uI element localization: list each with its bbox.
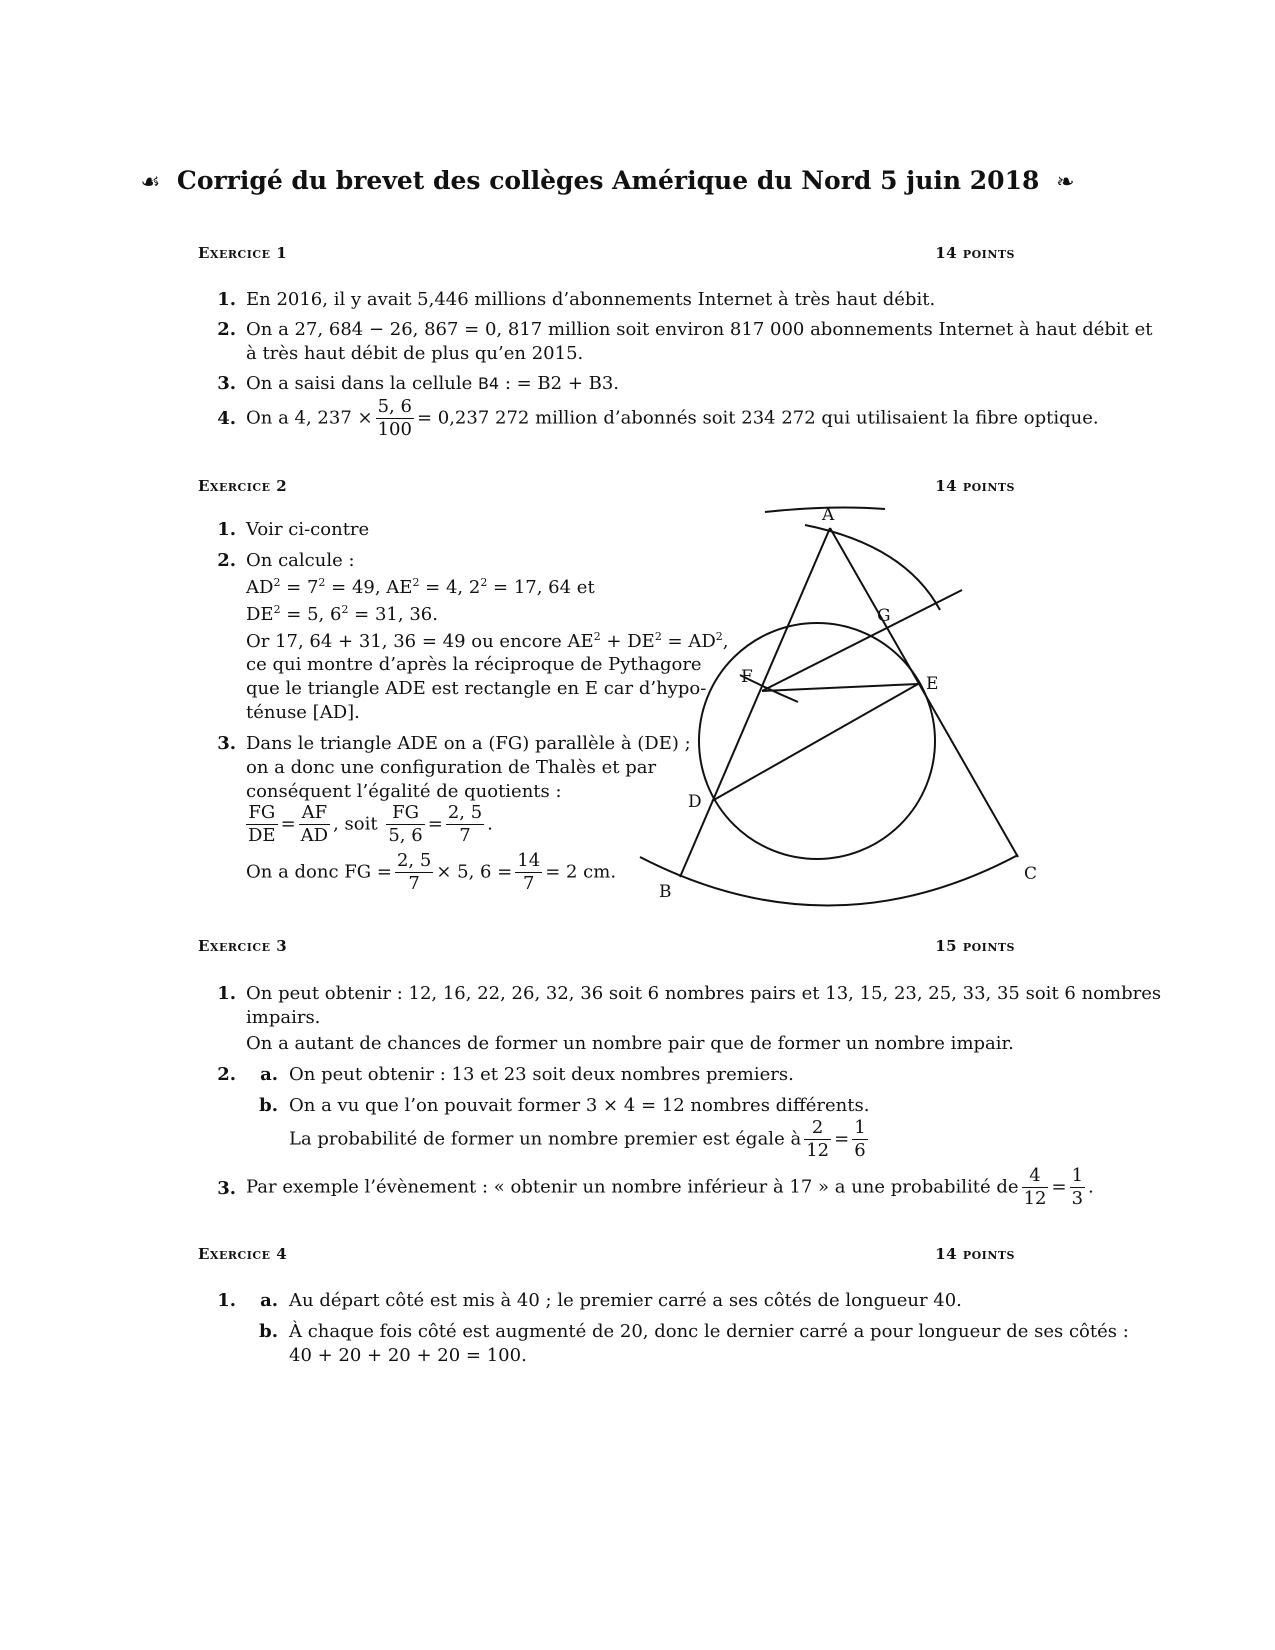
item-text-cont: impairs. — [246, 1007, 321, 1028]
thales-ratios — [243, 802, 493, 847]
item-number: 1. — [217, 1290, 236, 1311]
ex3-heading: Exercice 3 — [198, 937, 288, 955]
item-number: 2. — [217, 550, 236, 571]
equals: = — [1051, 1176, 1067, 1198]
text-part: = 5, 6 — [280, 604, 342, 625]
text-part: = 17, 64 et — [487, 577, 595, 598]
fraction — [852, 1117, 867, 1162]
item-text: À chaque fois côté est augmenté de 20, donc le dernier carré a pour longueur de ses côtés : — [289, 1321, 1129, 1342]
item-number: 1. — [217, 983, 236, 1004]
numerator: AF — [299, 802, 330, 825]
exponent: 2 — [341, 603, 349, 616]
segment-ac — [830, 528, 1018, 857]
item-text-cont: ce qui montre d’après la réciproque de Pythagore — [246, 654, 702, 675]
text-part: AD — [246, 577, 274, 598]
text-part: , soit — [333, 813, 378, 835]
fg-result — [246, 850, 616, 895]
exponent: 2 — [480, 576, 488, 589]
item-text: On a 27, 684 − 26, 867 = 0, 817 million soit environ 817 000 abonnements Internet à haut débit et — [246, 319, 1153, 340]
fraction — [1022, 1165, 1049, 1210]
numerator: FG — [386, 802, 424, 825]
text-part: DE — [246, 604, 274, 625]
denominator: 7 — [459, 825, 471, 846]
geometry-figure — [630, 495, 1050, 915]
sub-label: a. — [260, 1290, 278, 1311]
exponent: 2 — [654, 630, 662, 643]
segment-de — [712, 684, 918, 801]
text-part: = 7 — [280, 577, 319, 598]
denominator: AD — [300, 825, 329, 846]
item-text — [246, 1165, 1094, 1210]
sub-label: b. — [259, 1095, 278, 1116]
exponent: 2 — [412, 576, 420, 589]
item-text: Au départ côté est mis à 40 ; le premier carré a ses côtés de longueur 40. — [289, 1290, 962, 1311]
numerator: 5, 6 — [377, 396, 412, 417]
text-part: × 5, 6 = — [436, 861, 513, 883]
ornament-right-icon: ❧ — [1056, 170, 1075, 195]
item-text-cont: On a autant de chances de former un nombre pair que de former un nombre impair. — [246, 1033, 1014, 1054]
numerator: FG — [246, 802, 278, 825]
numerator: 2 — [804, 1117, 831, 1140]
item-text: Voir ci-contre — [246, 519, 370, 540]
item-text-cont: que le triangle ADE est rectangle en E car d’hypo- — [246, 678, 707, 699]
label-a: A — [822, 505, 835, 525]
fraction — [515, 850, 542, 895]
item-text: Dans le triangle ADE on a (FG) parallèle à (DE) ; — [246, 733, 691, 754]
probability-prime — [289, 1117, 871, 1162]
item-number: 4. — [217, 408, 236, 429]
sub-label: b. — [259, 1321, 278, 1342]
cell-ref: B4 — [477, 374, 500, 393]
item-text-cont: 40 + 20 + 20 + 20 = 100. — [289, 1345, 527, 1366]
text-part: , — [722, 631, 729, 652]
text-part: . — [487, 813, 493, 835]
text-part: = AD — [661, 631, 716, 652]
numerator: 2, 5 — [447, 802, 483, 823]
exponent: 2 — [273, 603, 281, 616]
equals: = — [280, 813, 296, 835]
fraction — [246, 802, 278, 847]
label-g: G — [877, 606, 891, 626]
item-text: On peut obtenir : 13 et 23 soit deux nombres premiers. — [289, 1064, 794, 1085]
item-text-cont: on a donc une configuration de Thalès et par — [246, 757, 657, 778]
numerator: 14 — [517, 850, 541, 871]
numerator: 4 — [1022, 1165, 1049, 1188]
item-text-cont: à très haut débit de plus qu’en 2015. — [246, 343, 584, 364]
text-part: = 31, 36. — [348, 604, 438, 625]
item-text-b: : = B2 + B3. — [499, 373, 620, 394]
label-c: C — [1024, 864, 1038, 884]
text-part: La probabilité de former un nombre premier est égale à — [289, 1128, 802, 1150]
equals: = — [834, 1128, 850, 1150]
numerator: 2, 5 — [396, 850, 432, 871]
ex2-heading: Exercice 2 — [198, 477, 288, 495]
denominator: 3 — [1071, 1188, 1084, 1209]
ornament-left-icon: ☙ — [140, 170, 161, 195]
label-b: B — [659, 882, 672, 902]
arc-bc — [640, 855, 1018, 906]
ex3-points: 15 points — [935, 937, 1015, 955]
text-part: = 4, 2 — [419, 577, 481, 598]
page-title — [0, 166, 1215, 195]
segment-fe — [762, 684, 918, 691]
ex1-heading: Exercice 1 — [198, 244, 288, 262]
fraction — [1070, 1165, 1085, 1210]
denominator: 7 — [408, 873, 420, 894]
title-text: Corrigé du brevet des collèges Amérique du Nord 5 juin 2018 — [176, 166, 1040, 195]
denominator: 5, 6 — [388, 825, 423, 846]
label-d: D — [688, 792, 702, 812]
fraction — [395, 850, 433, 895]
item-number: 1. — [217, 289, 236, 310]
ex4-points: 14 points — [935, 1245, 1015, 1263]
denominator: 12 — [806, 1140, 830, 1161]
text-part: . — [1088, 1176, 1094, 1198]
item-number: 3. — [217, 733, 236, 754]
item-text-a: On a saisi dans la cellule — [246, 373, 478, 394]
exponent: 2 — [318, 576, 326, 589]
item-number: 2. — [217, 1064, 236, 1085]
item-number: 3. — [217, 1178, 236, 1199]
text-part: On a donc FG = — [246, 861, 392, 883]
item-text-cont — [246, 603, 438, 625]
item-text: En 2016, il y avait 5,446 millions d’abonnements Internet à très haut débit. — [246, 289, 936, 310]
fraction — [386, 802, 424, 847]
item-text-cont — [246, 576, 595, 598]
exponent: 2 — [715, 630, 723, 643]
item-text: On a vu que l’on pouvait former 3 × 4 = 12 nombres différents. — [289, 1095, 870, 1116]
item-number: 1. — [217, 519, 236, 540]
sub-label: a. — [260, 1064, 278, 1085]
ex4-heading: Exercice 4 — [198, 1245, 288, 1263]
text-part: Or 17, 64 + 31, 36 = 49 ou encore AE — [246, 631, 594, 652]
ex1-points: 14 points — [935, 244, 1015, 262]
item-text-b: = 0,237 272 million d’abonnés soit 234 272 qui utilisaient la fibre optique. — [416, 407, 1099, 429]
text-part: = 49, AE — [325, 577, 413, 598]
item-text-cont: conséquent l’égalité de quotients : — [246, 781, 562, 802]
ex2-points: 14 points — [935, 477, 1015, 495]
denominator: 100 — [377, 419, 412, 440]
segment-ab — [680, 528, 830, 877]
denominator: DE — [248, 825, 276, 846]
numerator: 1 — [854, 1117, 866, 1138]
exponent: 2 — [273, 576, 281, 589]
item-number: 2. — [217, 319, 236, 340]
numerator: 1 — [1071, 1165, 1084, 1186]
denominator: 12 — [1023, 1188, 1047, 1209]
item-text-cont: ténuse [AD]. — [246, 702, 360, 723]
fraction — [376, 396, 414, 441]
equals: = — [427, 813, 443, 835]
denominator: 6 — [854, 1140, 866, 1161]
item-text — [246, 373, 619, 394]
label-e: E — [926, 674, 939, 694]
item-text: On peut obtenir : 12, 16, 22, 26, 32, 36 soit 6 nombres pairs et 13, 15, 23, 25, 33, 35 soit 6 nombres — [246, 983, 1162, 1004]
item-text: On calcule : — [246, 550, 355, 571]
text-part: Par exemple l’évènement : « obtenir un nombre inférieur à 17 » a une probabilité de — [246, 1176, 1019, 1198]
exponent: 2 — [593, 630, 601, 643]
text-part: + DE — [600, 631, 655, 652]
fraction — [299, 802, 330, 847]
denominator: 7 — [523, 873, 535, 894]
fraction — [446, 802, 484, 847]
item-number: 3. — [217, 373, 236, 394]
label-f: F — [741, 667, 753, 687]
text-part: = 2 cm. — [545, 861, 617, 883]
item-text — [246, 396, 1099, 441]
fraction — [804, 1117, 831, 1162]
item-text-a: On a 4, 237 × — [246, 407, 373, 429]
